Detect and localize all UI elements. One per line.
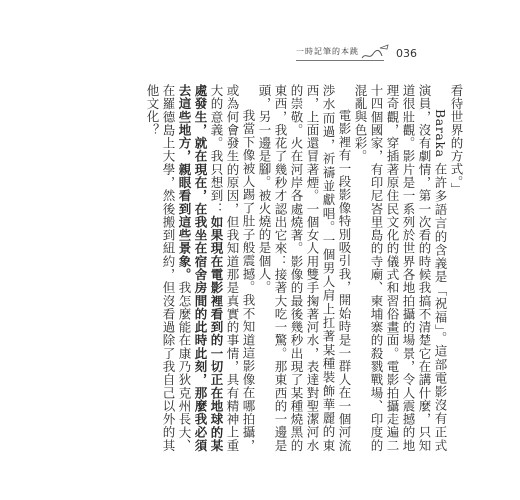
page-number: 036: [396, 47, 417, 60]
paragraph: [352, 84, 448, 452]
emphasized-text: 如果現在電影裡看到的一切正在地球的某處發生，就在現在，在我坐在宿舍房間的此時此刻，那麼我必須去這些地方，親眼看到這些景象。: [177, 84, 224, 453]
paragraph-text: 電影裡有一段影像特別吸引我，開始時是一群人在一個河流渉水而過，祈禱並獻唱。一個男人肩上扛著某種裝飾華麗的東西，上面還冒著煙。一個女人用雙手掬著河水，表達對聖潔河水的崇敬。火在河岸各處燒著。影像的最後幾秒出現了某種燒黑的東西，我花了幾秒才認出它來：接著大吃一驚。那東西的一邊是頭，另一邊是腳。被火燒的是個人。: [257, 84, 352, 452]
paragraph: [144, 84, 256, 452]
running-header: [296, 44, 446, 68]
running-header-label: 一時記筆的本跳: [296, 47, 359, 56]
paragraph-text: Baraka 在許多語言的含義是「祝福」。這部電影沒有正式演員，沒有劇情，第一次看的時候我搞不清楚它在講什麼，只知道很壯觀。影片是一系列於世界各地拍攝的場景，令人震撼的地理奇觀，穿插著原住民文化的儀式和習俗畫面。電影拍攝走遍二十四個國家，有印尼峇里島的寺廟、柬埔寨的殺戮戰場、印度的混亂與色彩。: [353, 84, 448, 452]
header-rule: [296, 60, 384, 61]
paragraph-text: 看待世界的方式。」: [449, 84, 464, 196]
paragraph-text: 我怎麼能在康乃狄克州長大、在羅德島上大學，然後搬到紐約，但沒看過除了我自己以外的其他文化？: [145, 84, 192, 452]
paragraph: [448, 84, 464, 452]
vertical-body-text: [144, 84, 464, 452]
paragraph: [256, 84, 352, 452]
paragraph-text: 我當下像被人踢了肚子般震撼。我不知道這影像在哪拍攝，或為何會發生的原因，但我知道那是真實的事情，具有精神上重大的意義。我只想到：: [209, 84, 256, 452]
